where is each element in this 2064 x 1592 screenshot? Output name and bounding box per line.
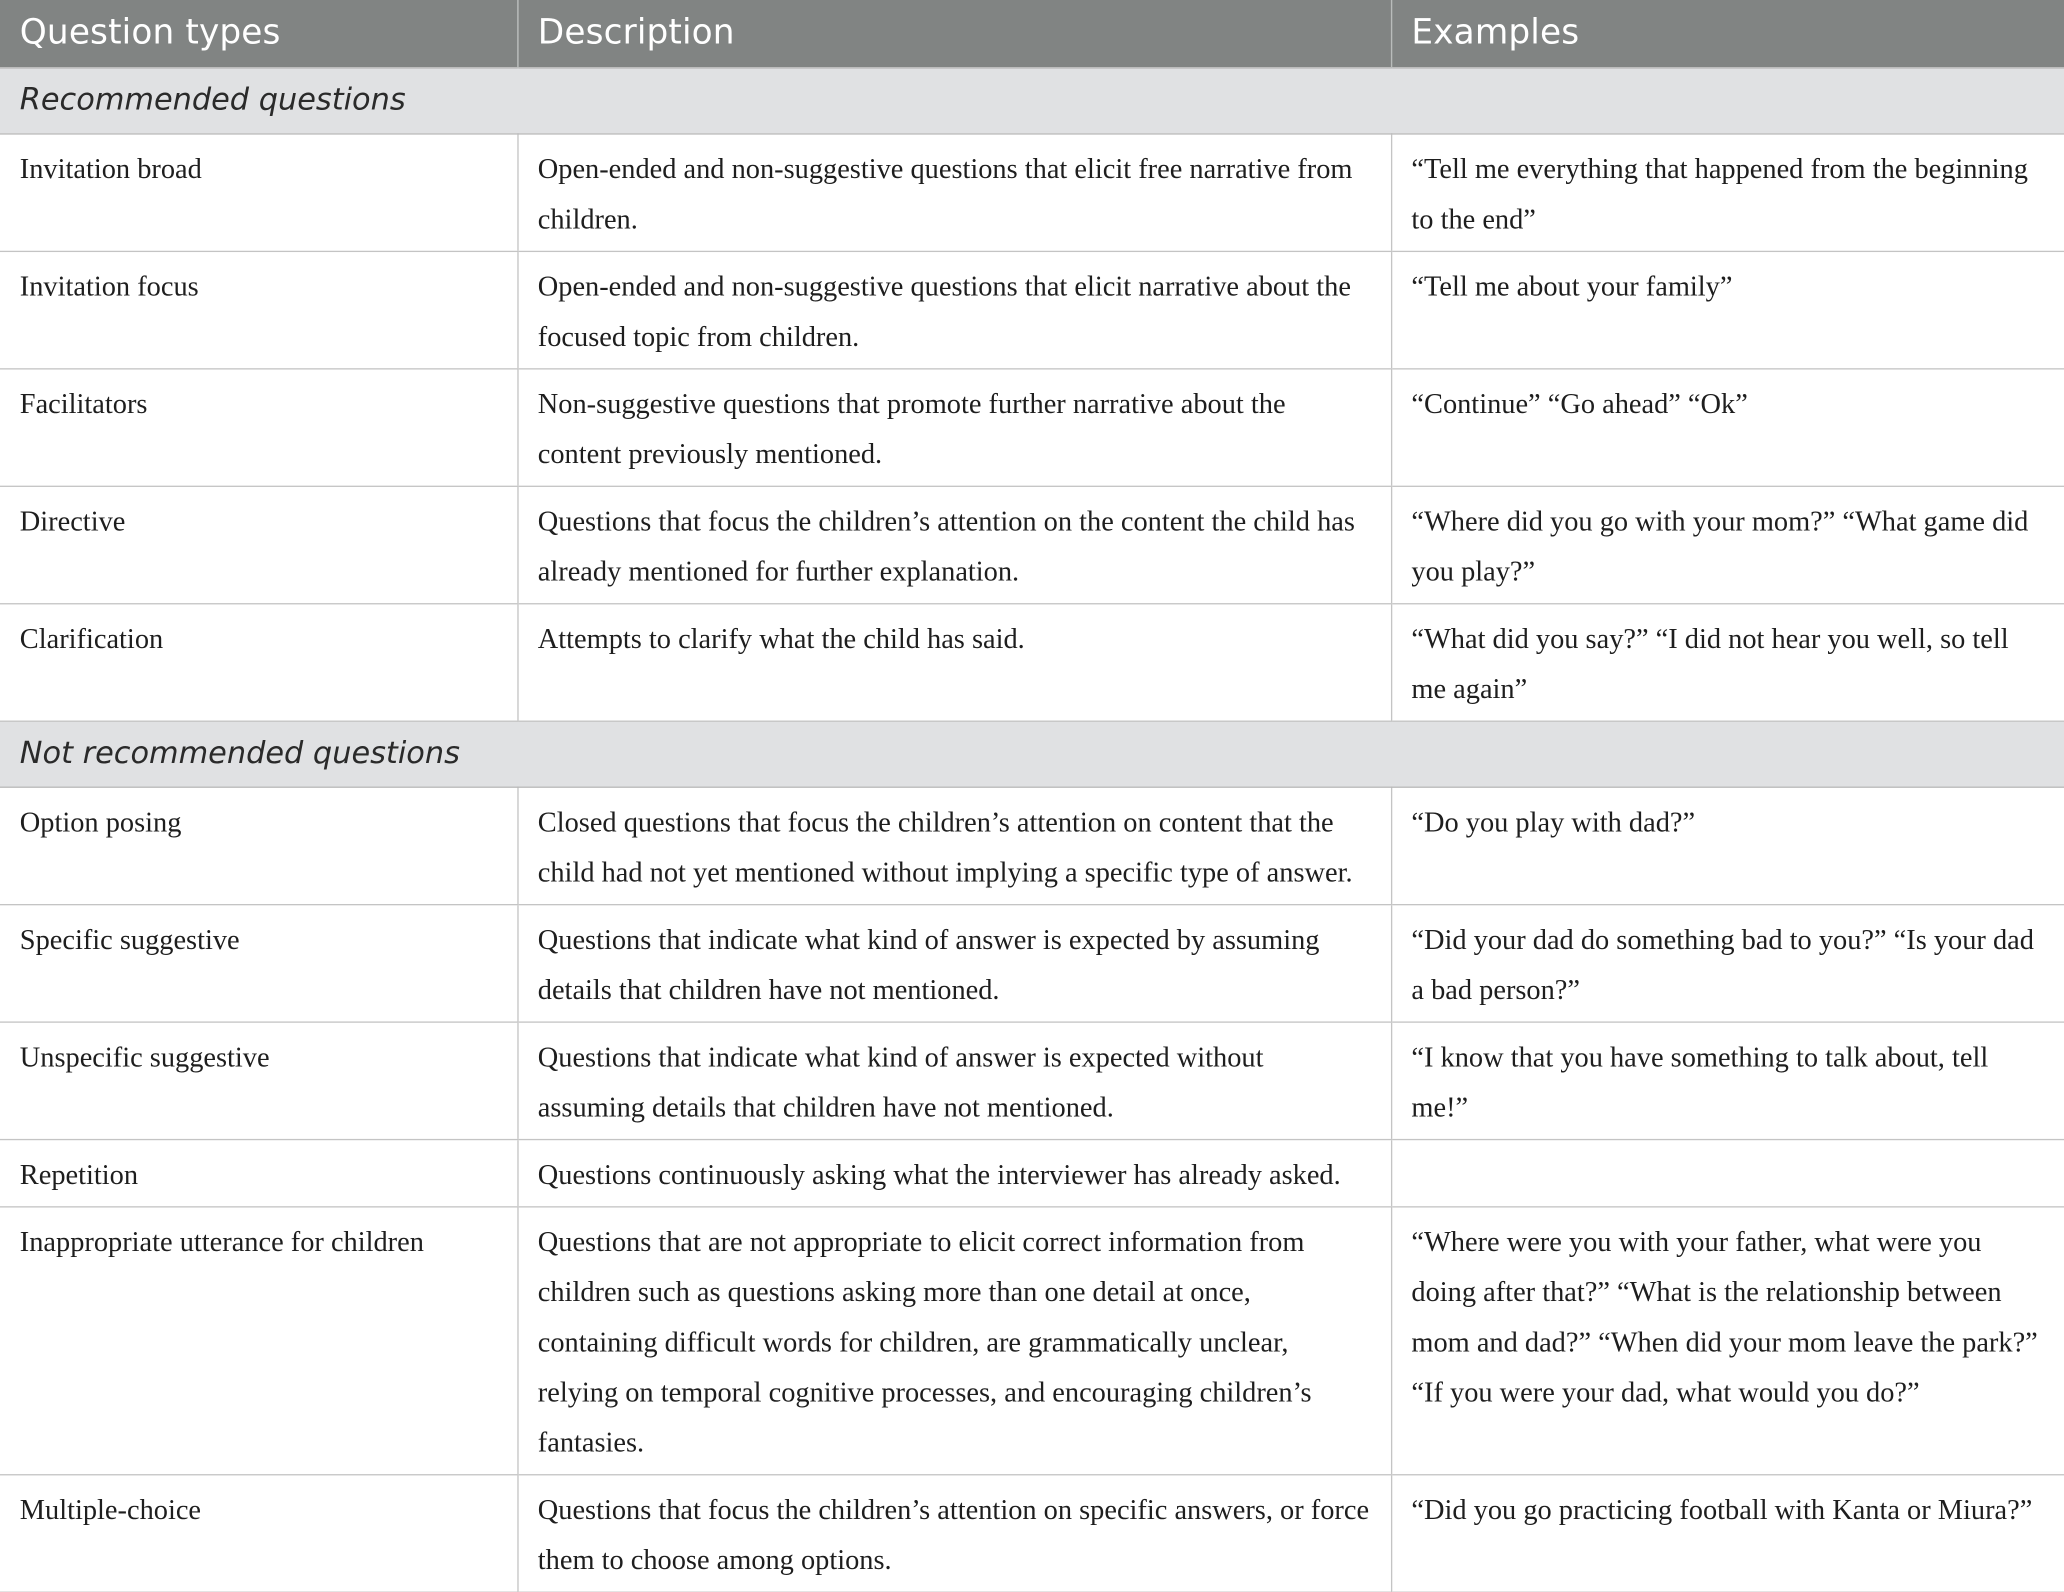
cell-examples: “Where were you with your father, what were you doing after that?” “What is the relationship between mom and dad?” “When did your mom leave the park?” “If you were your dad, what would you do?” [1391, 1206, 2064, 1474]
cell-examples: “Continue” “Go ahead” “Ok” [1391, 368, 2064, 485]
table-row [0, 486, 2064, 603]
table-body [0, 67, 2064, 1591]
section-row [0, 67, 2064, 133]
cell-type: Specific suggestive [0, 904, 517, 1021]
cell-type: Invitation broad [0, 133, 517, 250]
cell-description: Closed questions that focus the children’s attention on content that the child had not yet mentioned without implying a specific type of answer. [517, 787, 1391, 904]
cell-type: Facilitators [0, 368, 517, 485]
cell-description: Questions that are not appropriate to elicit correct information from children such as questions asking more than one detail at once, containing difficult words for children, are grammatically unclear, relying on temporal cognitive processes, and encouraging children’s fantasies. [517, 1206, 1391, 1474]
cell-description: Non-suggestive questions that promote further narrative about the content previously mentioned. [517, 368, 1391, 485]
table-row [0, 603, 2064, 720]
cell-examples: “I know that you have something to talk about, tell me!” [1391, 1021, 2064, 1138]
cell-examples: “Tell me everything that happened from the beginning to the end” [1391, 133, 2064, 250]
table-row [0, 368, 2064, 485]
cell-type: Invitation focus [0, 251, 517, 368]
cell-examples: “What did you say?” “I did not hear you well, so tell me again” [1391, 603, 2064, 720]
cell-type: Repetition [0, 1139, 517, 1206]
cell-type: Option posing [0, 787, 517, 904]
cell-examples [1391, 1139, 2064, 1206]
cell-description: Open-ended and non-suggestive questions that elicit narrative about the focused topic from children. [517, 251, 1391, 368]
cell-type: Unspecific suggestive [0, 1021, 517, 1138]
cell-type: Inappropriate utterance for children [0, 1206, 517, 1474]
cell-examples: “Did you go practicing football with Kanta or Miura?” [1391, 1474, 2064, 1591]
header-examples: Examples [1391, 0, 2064, 67]
table-row [0, 251, 2064, 368]
cell-description: Attempts to clarify what the child has said. [517, 603, 1391, 720]
section-row [0, 721, 2064, 787]
cell-description: Questions continuously asking what the interviewer has already asked. [517, 1139, 1391, 1206]
cell-examples: “Tell me about your family” [1391, 251, 2064, 368]
table-row [0, 133, 2064, 250]
section-title: Not recommended questions [0, 721, 2064, 787]
header-row [0, 0, 2064, 67]
cell-description: Questions that indicate what kind of answer is expected without assuming details that children have not mentioned. [517, 1021, 1391, 1138]
cell-examples: “Did your dad do something bad to you?” “Is your dad a bad person?” [1391, 904, 2064, 1021]
table-row [0, 1139, 2064, 1206]
section-title: Recommended questions [0, 67, 2064, 133]
cell-description: Questions that focus the children’s attention on the content the child has already mentioned for further explanation. [517, 486, 1391, 603]
cell-description: Questions that indicate what kind of answer is expected by assuming details that children have not mentioned. [517, 904, 1391, 1021]
header-question-types: Question types [0, 0, 517, 67]
cell-examples: “Where did you go with your mom?” “What game did you play?” [1391, 486, 2064, 603]
cell-examples: “Do you play with dad?” [1391, 787, 2064, 904]
table-row [0, 787, 2064, 904]
cell-description: Open-ended and non-suggestive questions that elicit free narrative from children. [517, 133, 1391, 250]
table-row [0, 1474, 2064, 1591]
cell-type: Directive [0, 486, 517, 603]
table-header [0, 0, 2064, 67]
header-description: Description [517, 0, 1391, 67]
cell-type: Clarification [0, 603, 517, 720]
table-row [0, 1021, 2064, 1138]
cell-type: Multiple-choice [0, 1474, 517, 1591]
table-row [0, 1206, 2064, 1474]
table-row [0, 904, 2064, 1021]
cell-description: Questions that focus the children’s attention on specific answers, or force them to choose among options. [517, 1474, 1391, 1591]
